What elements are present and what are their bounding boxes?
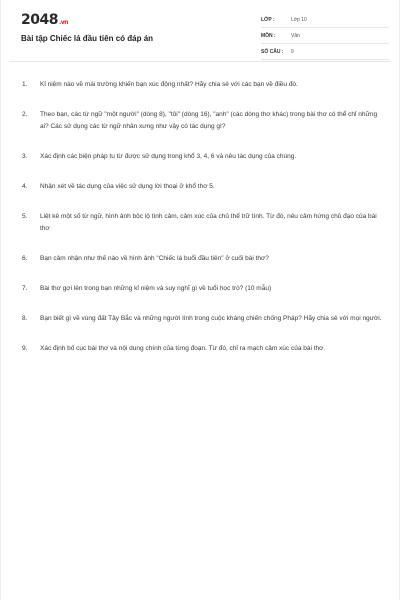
question-text: Bạn biết gì về vùng đất Tây Bắc và những người lính trong cuộc kháng chiến chống Pháp? Hãy chia sẻ với mọi người.	[40, 315, 382, 322]
logo-sub-text: .vn	[58, 19, 68, 26]
site-logo[interactable]	[21, 12, 68, 28]
logo-main-text: 2048	[21, 12, 58, 28]
question-number: 1.	[22, 81, 28, 88]
question-text: Bạn cảm nhận như thế nào về hình ảnh "Chiếc lá buổi đầu tiên" ở cuối bài thơ?	[40, 255, 269, 262]
question-text: Xác định các biện pháp tu từ được sử dụng trong khổ 3, 4, 6 và nêu tác dụng của chúng.	[40, 153, 297, 160]
meta-label: MÔN :	[261, 33, 276, 39]
meta-row-class	[261, 13, 389, 28]
question-number: 5.	[22, 213, 28, 220]
question-text: Kỉ niệm nào về mái trường khiến bạn xúc động nhất? Hãy chia sẻ với các bạn về điều đó.	[40, 81, 298, 88]
question-number: 8.	[22, 315, 28, 322]
question-number: 3.	[22, 153, 28, 160]
question-item	[22, 253, 384, 265]
question-item	[22, 79, 384, 91]
meta-label: LỚP :	[261, 17, 275, 23]
question-text: Xác định bố cục bài thơ và nội dung chính của từng đoạn. Từ đó, chỉ ra mạch cảm xúc của bài thơ.	[40, 345, 326, 352]
meta-value: Văn	[291, 33, 300, 39]
question-number: 4.	[22, 183, 28, 190]
question-text: Bài thơ gợi lên trong bạn những kỉ niệm và suy nghĩ gì về tuổi học trò? (10 mẫu)	[40, 285, 272, 292]
question-item	[22, 343, 384, 355]
meta-value: 9	[291, 49, 294, 55]
question-text: Theo bạn, các từ ngữ "một người" (dòng 8), "tôi" (dòng 16), "anh" (các dòng thơ khác) trong bài thơ có thể chỉ những ai? Các sử dụng các từ ngữ nhân xưng như vậy có tác dụng gì?	[40, 111, 378, 130]
question-item	[22, 109, 384, 133]
question-item	[22, 313, 384, 325]
question-text: Nhận xét về tác dụng của việc sử dụng lời thoại ở khổ thơ 5.	[40, 183, 215, 190]
meta-value: Lớp 10	[291, 17, 307, 23]
meta-label: SỐ CÂU :	[261, 49, 284, 55]
meta-row-question-count	[261, 45, 389, 60]
document-header	[9, 0, 391, 62]
meta-row-subject	[261, 29, 389, 44]
question-number: 9.	[22, 345, 28, 352]
question-text: Liệt kê một số từ ngữ, hình ảnh bộc lộ tình cảm, cảm xúc của chủ thể trữ tình. Từ đó, nêu cảm hứng chủ đạo của bài thơ	[40, 213, 377, 232]
question-item	[22, 151, 384, 163]
question-item	[22, 211, 384, 235]
question-item	[22, 181, 384, 193]
question-item	[22, 283, 384, 295]
meta-panel	[261, 13, 389, 61]
document-title: Bài tập Chiếc lá đầu tiên có đáp án	[21, 34, 154, 43]
question-number: 6.	[22, 255, 28, 262]
question-list	[22, 79, 384, 355]
question-number: 7.	[22, 285, 28, 292]
question-number: 2.	[22, 111, 28, 118]
